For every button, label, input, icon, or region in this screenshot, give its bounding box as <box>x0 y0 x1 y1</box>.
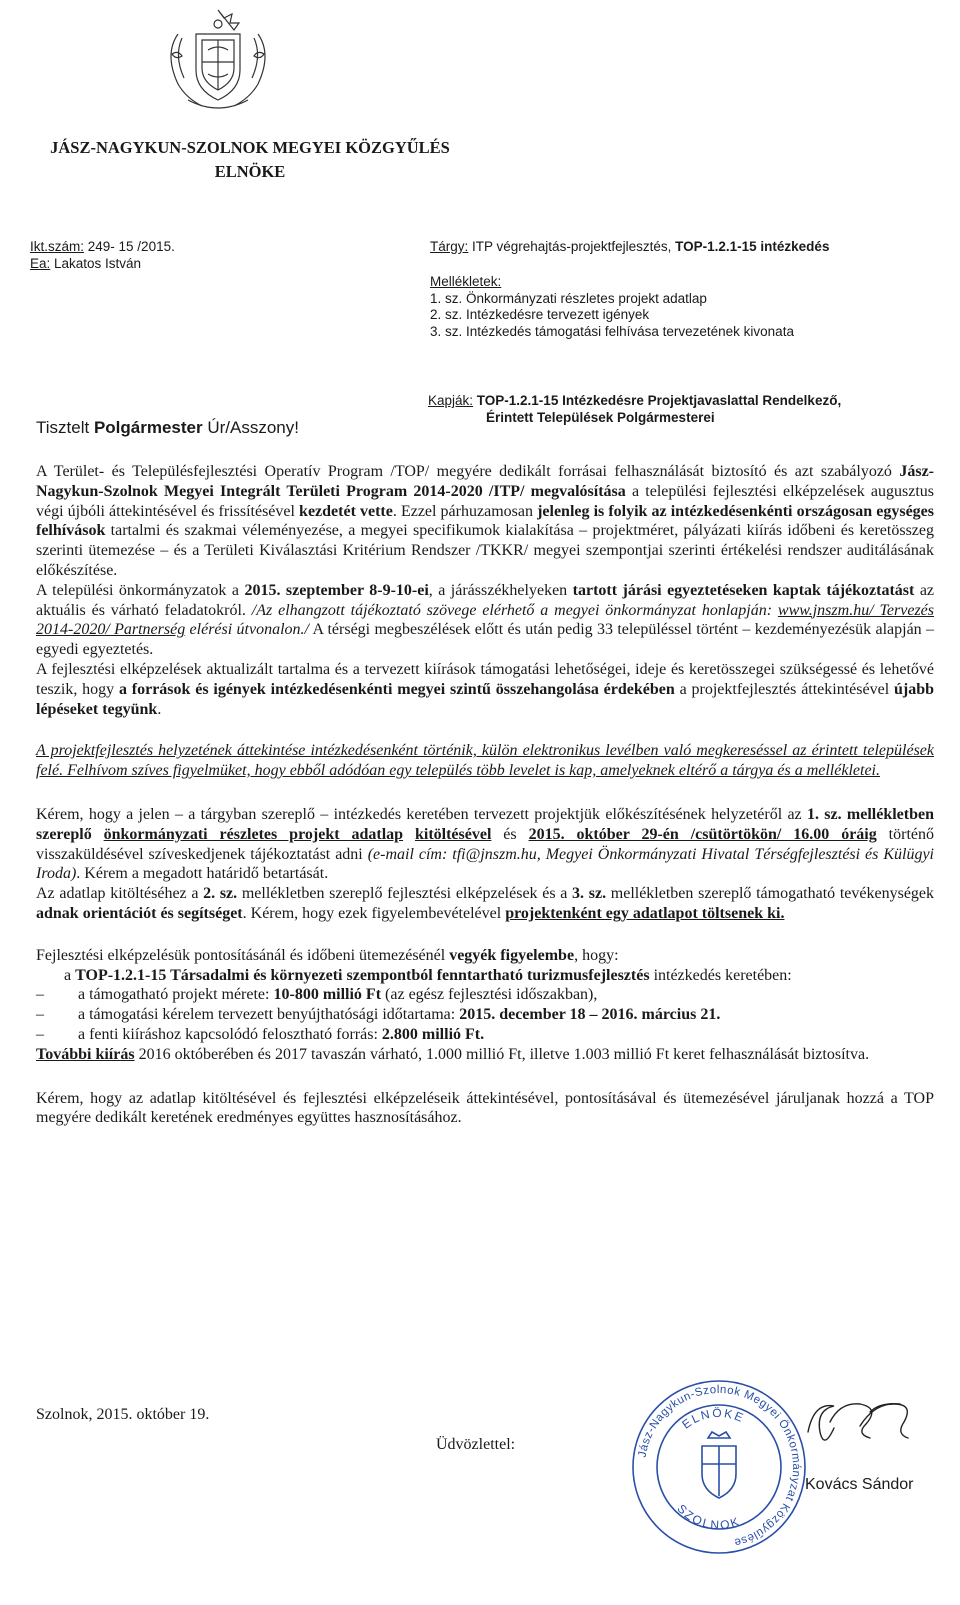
registry-number-value: 249- 15 /2015. <box>84 239 175 254</box>
text-run: 2016 októberében és 2017 tavaszán várható, 1.000 millió Ft, illetve 1.003 millió Ft keret felhasználását biztosítva. <box>134 1045 870 1063</box>
attachment-item: 2. sz. Intézkedésre tervezett igények <box>430 307 650 322</box>
stamp-top-text: ELNÖKE <box>679 1405 748 1432</box>
subject-label: Tárgy: <box>430 239 469 254</box>
text-run: projektenként egy adatlapot töltsenek ki. <box>505 904 785 922</box>
spacer <box>36 1065 934 1089</box>
stamp-bottom-text: SZOLNOK <box>674 1501 743 1533</box>
paragraph-1 <box>36 462 934 581</box>
text-run: adnak orientációt és segítséget <box>36 904 243 922</box>
svg-text:SZOLNOK <box>674 1501 742 1532</box>
text-run: 3. sz. <box>572 885 607 903</box>
text-run: A térségi megbeszélések előtt és után pedig 33 településsel történt – kezdeményezésük alapján – egyedi egyeztetés. <box>36 621 935 659</box>
text-run: 2. sz. <box>203 885 238 903</box>
paragraph-7 <box>36 946 934 966</box>
closing-greeting: Üdvözlettel: <box>436 1436 516 1453</box>
website-path-link[interactable]: www.jnszm.hu/ Tervezés 2014-2020/ Partnerség <box>36 601 935 639</box>
attachment-item: 1. sz. Önkormányzati részletes projekt adatlap <box>430 290 707 306</box>
text-run: A Terület- és Településfejlesztési Operatív Program /TOP/ megyére dedikált forrásai felhasználását biztosító és azt szabályozó <box>36 463 900 480</box>
spacer <box>36 719 934 741</box>
text-run: mellékletben szereplő támogatható tevékenységek <box>606 885 935 903</box>
contact-email[interactable]: (e-mail cím: tfi@jnszm.hu, Megyei Önkormányzati Hivatal Térségfejlesztési és Külügyi Iroda) <box>36 845 934 883</box>
dash-bullet: – <box>36 1006 44 1024</box>
paragraph-2 <box>36 581 934 660</box>
place-and-date: Szolnok, 2015. október 19. <box>36 1406 210 1423</box>
issuer-heading <box>30 136 470 184</box>
text-run: önkormányzati részletes projekt adatlap <box>103 825 404 843</box>
paragraph-8 <box>36 1045 934 1065</box>
paragraph-4-notice: A projektfejlesztés helyzetének áttekintése intézkedésenként történik, külön elektronikus levélben való megkereséssel az érintett települések felé. Felhívom szíves figyelmüket, hogy ebből adódóan egy település több levelet is kap, amelyeknek eltérő a tárgya és a mellékletei. <box>36 742 934 780</box>
text-run: tartalmi és szakmai véleményezése, a megyei specifikumok kialakítása – projektméret, pályázati kiírás időbeni és keretösszeg szerinti ütemezése – és a Területi Kiválasztási Kritérium Rendszer /TKKR/ megyei szempontjai szerinti értékelési rendszer auditálásának előkészítése. <box>36 522 934 579</box>
text-run: intézkedés keretében: <box>649 966 792 984</box>
text-run: Az adatlap kitöltéséhez a <box>36 885 204 903</box>
list-item-text <box>78 1025 484 1045</box>
text-run: Fejlesztési elképzelésük pontosításánál és időbeni ütemezésénél <box>36 946 450 964</box>
text-run: . <box>157 700 162 718</box>
text-run: TOP-1.2.1-15 Társadalmi és környezeti szempontból fenntartható turizmusfejlesztés <box>75 966 650 984</box>
attachment-item: 3. sz. Intézkedés támogatási felhívása tervezetének kivonata <box>430 323 794 339</box>
list-item-text <box>78 1005 720 1025</box>
text-run: kezdetét vette <box>299 502 393 520</box>
text-run: a <box>64 966 76 984</box>
text-run: mellékletben szereplő fejlesztési elképzelések és a <box>237 885 573 903</box>
text-run: , a járásszékhelyeken <box>428 581 573 599</box>
text-run: 10-800 millió Ft <box>273 986 382 1004</box>
recipients-line-1: TOP-1.2.1-15 Intézkedésre Projektjavaslattal Rendelkező, <box>473 393 842 408</box>
registry-number-line <box>30 238 175 255</box>
text-run: 2015. szeptember 8-9-10-ei <box>244 581 429 599</box>
attachments-block <box>430 274 794 340</box>
svg-text:ELNÖKE <box>679 1406 747 1432</box>
text-run: tartott járási egyeztetéseken kaptak tájékoztatást <box>572 581 915 599</box>
case-officer-label: Ea: <box>30 256 51 271</box>
text-run: , hogy: <box>574 946 619 964</box>
list-item <box>36 1005 934 1025</box>
stamp-outer-text: Jász-Nagykun-Szolnok Megyei Önkormányzat Közgyűlése <box>636 1383 803 1549</box>
recipients-label: Kapják: <box>428 393 474 408</box>
reference-block <box>30 238 175 272</box>
county-coat-of-arms-icon <box>158 4 278 116</box>
text-run: (az egész fejlesztési időszakban), <box>381 986 598 1004</box>
text-run: . Kérem, hogy ezek figyelembevételével <box>242 904 506 922</box>
text-run: . Ezzel párhuzamosan <box>392 502 538 520</box>
text-run: 2.800 millió Ft. <box>381 1025 485 1043</box>
recipients-block <box>428 392 841 426</box>
case-officer-value: Lakatos István <box>50 256 142 271</box>
paragraph-5 <box>36 805 934 884</box>
signer-name: Kovács Sándor <box>805 1476 914 1493</box>
salutation-pre: Tisztelt <box>36 418 94 437</box>
text-run: . Kérem a megadott határidő betartását. <box>76 865 329 883</box>
deadline: 2015. október 29-én /csütörtökön/ 16.00 óráig <box>528 825 877 843</box>
attachments-label: Mellékletek: <box>430 274 502 289</box>
official-stamp-icon <box>630 1378 808 1556</box>
text-run: A települési önkormányzatok a <box>36 581 245 599</box>
text-run: a támogatási kérelem tervezett benyújthatósági időtartama: <box>78 1006 460 1024</box>
list-item <box>36 985 934 1005</box>
paragraph-7-measure <box>36 966 934 986</box>
issuer-name: JÁSZ-NAGYKUN-SZOLNOK MEGYEI KÖZGYŰLÉS <box>50 138 450 157</box>
paragraph-6 <box>36 884 934 924</box>
salutation-title: Polgármester <box>93 418 203 437</box>
case-officer-line <box>30 255 175 272</box>
paragraph-3 <box>36 660 934 719</box>
text-run: Jász-Nagykun-Szolnok Megyei Integrált Területi Program 2014-2020 /ITP/ megvalósítása <box>36 463 934 500</box>
text-run: a támogatható projekt mérete: <box>78 986 274 1004</box>
text-run: és <box>491 825 529 843</box>
text-run: a források és igények intézkedésenkénti megyei szintű összehangolása érdekében <box>118 680 675 698</box>
list-item <box>36 1025 934 1045</box>
salutation-post: Úr/Asszony! <box>202 418 299 437</box>
text-run: /Az elhangzott tájékoztató szövege elérhető a megyei önkormányzat honlapján: <box>251 601 778 619</box>
subject-text: ITP végrehajtás-projektfejlesztés, <box>468 239 676 254</box>
spacer <box>36 781 934 805</box>
text-run: újabb lépéseket tegyünk <box>36 680 934 718</box>
text-run: a projektfejlesztés áttekintésével <box>674 680 894 698</box>
issuer-title: ELNÖKE <box>214 162 286 181</box>
salutation <box>36 418 299 438</box>
subject-measure: TOP-1.2.1-15 intézkedés <box>675 239 830 254</box>
text-run: a fenti kiíráshoz kapcsolódó felosztható forrás: <box>78 1025 382 1043</box>
subject-line <box>430 238 829 255</box>
handwritten-signature-icon <box>800 1392 920 1452</box>
text-run: jelenleg is folyik az intézkedésenkénti országosan egységes felhívások <box>36 502 934 540</box>
text-run: történő visszaküldésével szíveskedjenek tájékoztatást adni <box>36 825 935 863</box>
list-item-text <box>78 985 597 1005</box>
dash-bullet: – <box>36 1025 44 1043</box>
paragraph-9: Kérem, hogy az adatlap kitöltésével és fejlesztési elképzeléseik áttekintésével, pontosításával és ütemezésével járuljanak hozzá a TOP megyére dedikált keretének eredményes együttes hasznosításához. <box>36 1089 934 1127</box>
letter-body <box>36 462 934 1128</box>
text-run: az aktuális és várható feladatokról. <box>36 581 935 619</box>
dash-bullet: – <box>36 986 44 1004</box>
text-run: 2015. december 18 – 2016. március 21. <box>459 1006 721 1024</box>
text-run: 1. sz. mellékletben szereplő <box>36 805 935 843</box>
text-run: vegyék figyelembe <box>449 946 575 964</box>
text-run: Kérem, hogy a jelen – a tárgyban szereplő – intézkedés keretében tervezett projektjük előkészítésének helyzetéről az <box>36 805 807 823</box>
text-run: a települési fejlesztési elképzelések augusztus végi újbóli áttekintésével és frissítésével <box>36 482 934 520</box>
text-run: A fejlesztési elképzelések aktualizált tartalma és a tervezett kiírások támogatási lehetőségei, ideje és keretösszegei szükségessé és lehetővé teszik, hogy <box>36 660 934 698</box>
spacer <box>36 924 934 946</box>
text-run: kitöltésével <box>414 825 492 843</box>
text-run: elérési útvonalon./ <box>185 621 309 639</box>
recipients-line-2: Érintett Települések Polgármesterei <box>486 410 715 425</box>
registry-number-label: Ikt.szám: <box>30 239 85 254</box>
text-run: További kiírás <box>36 1045 135 1063</box>
text-run <box>403 826 415 843</box>
